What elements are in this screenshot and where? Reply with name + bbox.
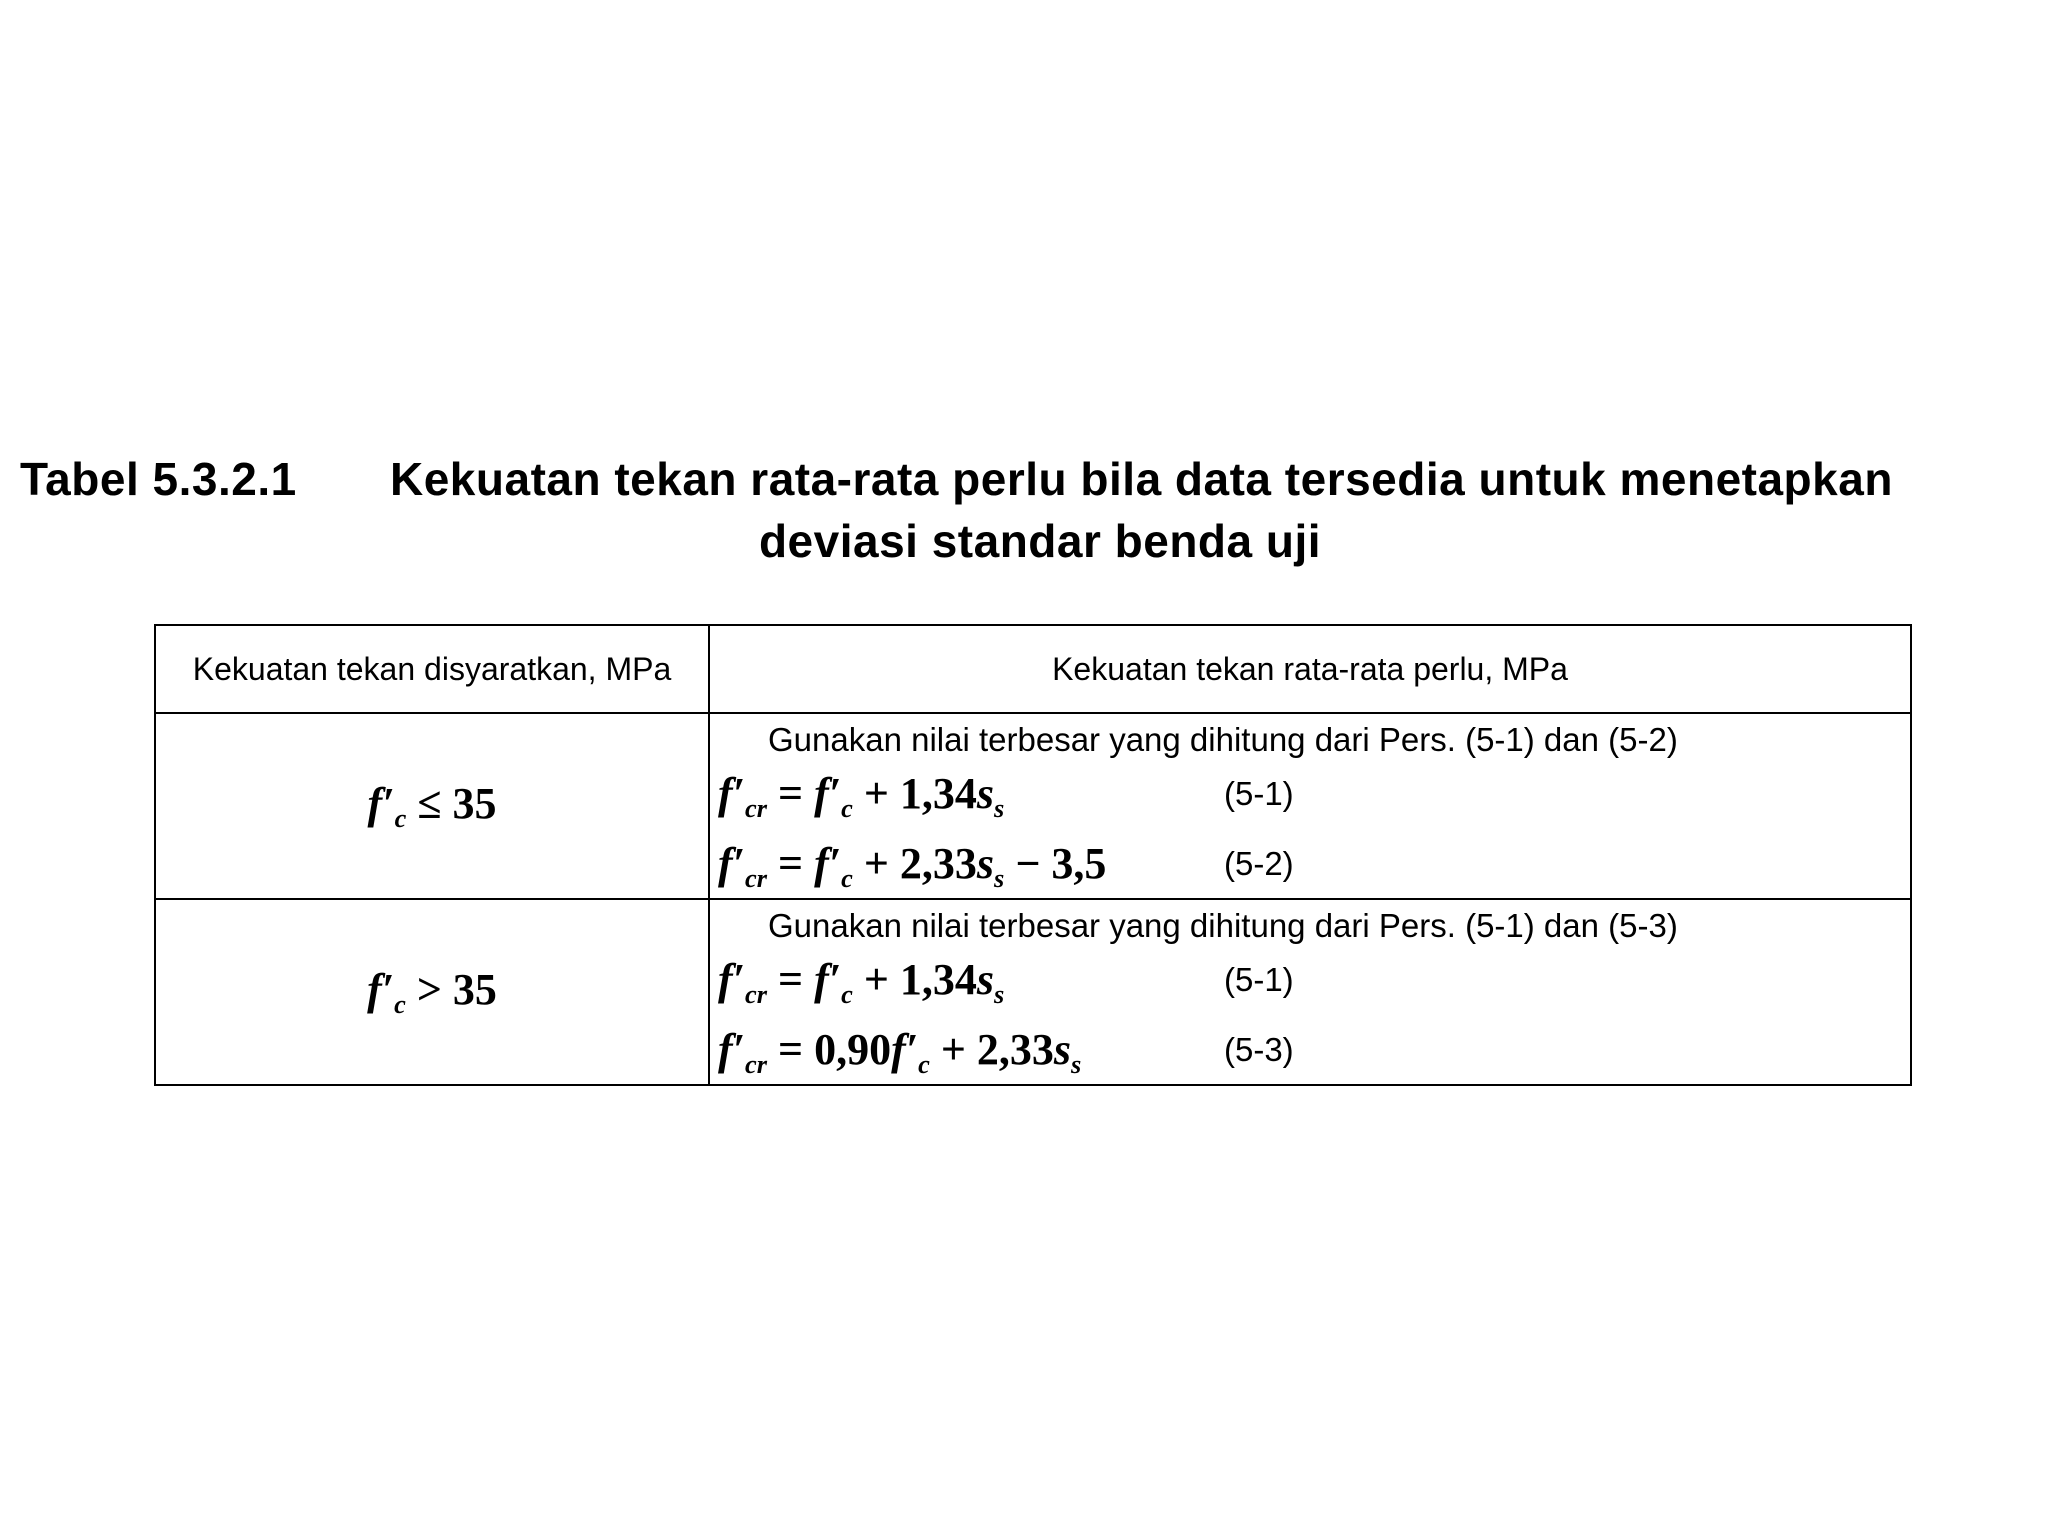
- equation-number: (5-1): [1224, 961, 1294, 998]
- instruction-text: Gunakan nilai terbesar yang dihitung dari Pers. (5-1) dan (5-2): [768, 721, 1678, 758]
- table-header-row: [155, 625, 1911, 713]
- equation-row: [718, 836, 1898, 896]
- table-row: [155, 713, 1911, 899]
- table-row: [155, 899, 1911, 1085]
- equation-row: [718, 766, 1898, 826]
- condition-cell: [155, 713, 709, 899]
- equation-number: (5-2): [1224, 845, 1294, 882]
- condition-cell: [155, 899, 709, 1085]
- requirement-cell: [709, 899, 1911, 1085]
- condition-formula: $f'_c \le 35$: [367, 778, 497, 834]
- header-required-average-strength: Kekuatan tekan rata-rata perlu, MPa: [709, 625, 1911, 713]
- equation-number: (5-3): [1224, 1031, 1294, 1068]
- equation-formula: $f'_{cr} = 0,90f'_c + 2,33s_s$: [718, 1025, 1082, 1080]
- caption-title-line-2: deviasi standar benda uji: [758, 515, 1322, 567]
- header-specified-strength: Kekuatan tekan disyaratkan, MPa: [155, 625, 709, 713]
- condition-formula: $f'_c > 35$: [367, 964, 497, 1020]
- required-strength-table: [154, 624, 1912, 1086]
- equation-formula: $f'_{cr} = f'_c + 1,34s_s$: [718, 769, 1005, 824]
- equation-number: (5-1): [1224, 775, 1294, 812]
- equation-formula: $f'_{cr} = f'_c + 1,34s_s$: [718, 955, 1005, 1010]
- table-number: Tabel 5.3.2.1: [20, 453, 297, 505]
- caption-title-line-1: Kekuatan tekan rata-rata perlu bila data tersedia untuk menetapkan: [390, 453, 1893, 505]
- table-caption: [20, 448, 2040, 572]
- instruction-text: Gunakan nilai terbesar yang dihitung dari Pers. (5-1) dan (5-3): [768, 907, 1678, 944]
- equation-formula: $f'_{cr} = f'_c + 2,33s_s - 3,5$: [718, 839, 1107, 894]
- requirement-cell: [709, 713, 1911, 899]
- caption-line-1: [20, 448, 2040, 510]
- equation-row: [718, 952, 1898, 1012]
- equation-row: [718, 1022, 1898, 1082]
